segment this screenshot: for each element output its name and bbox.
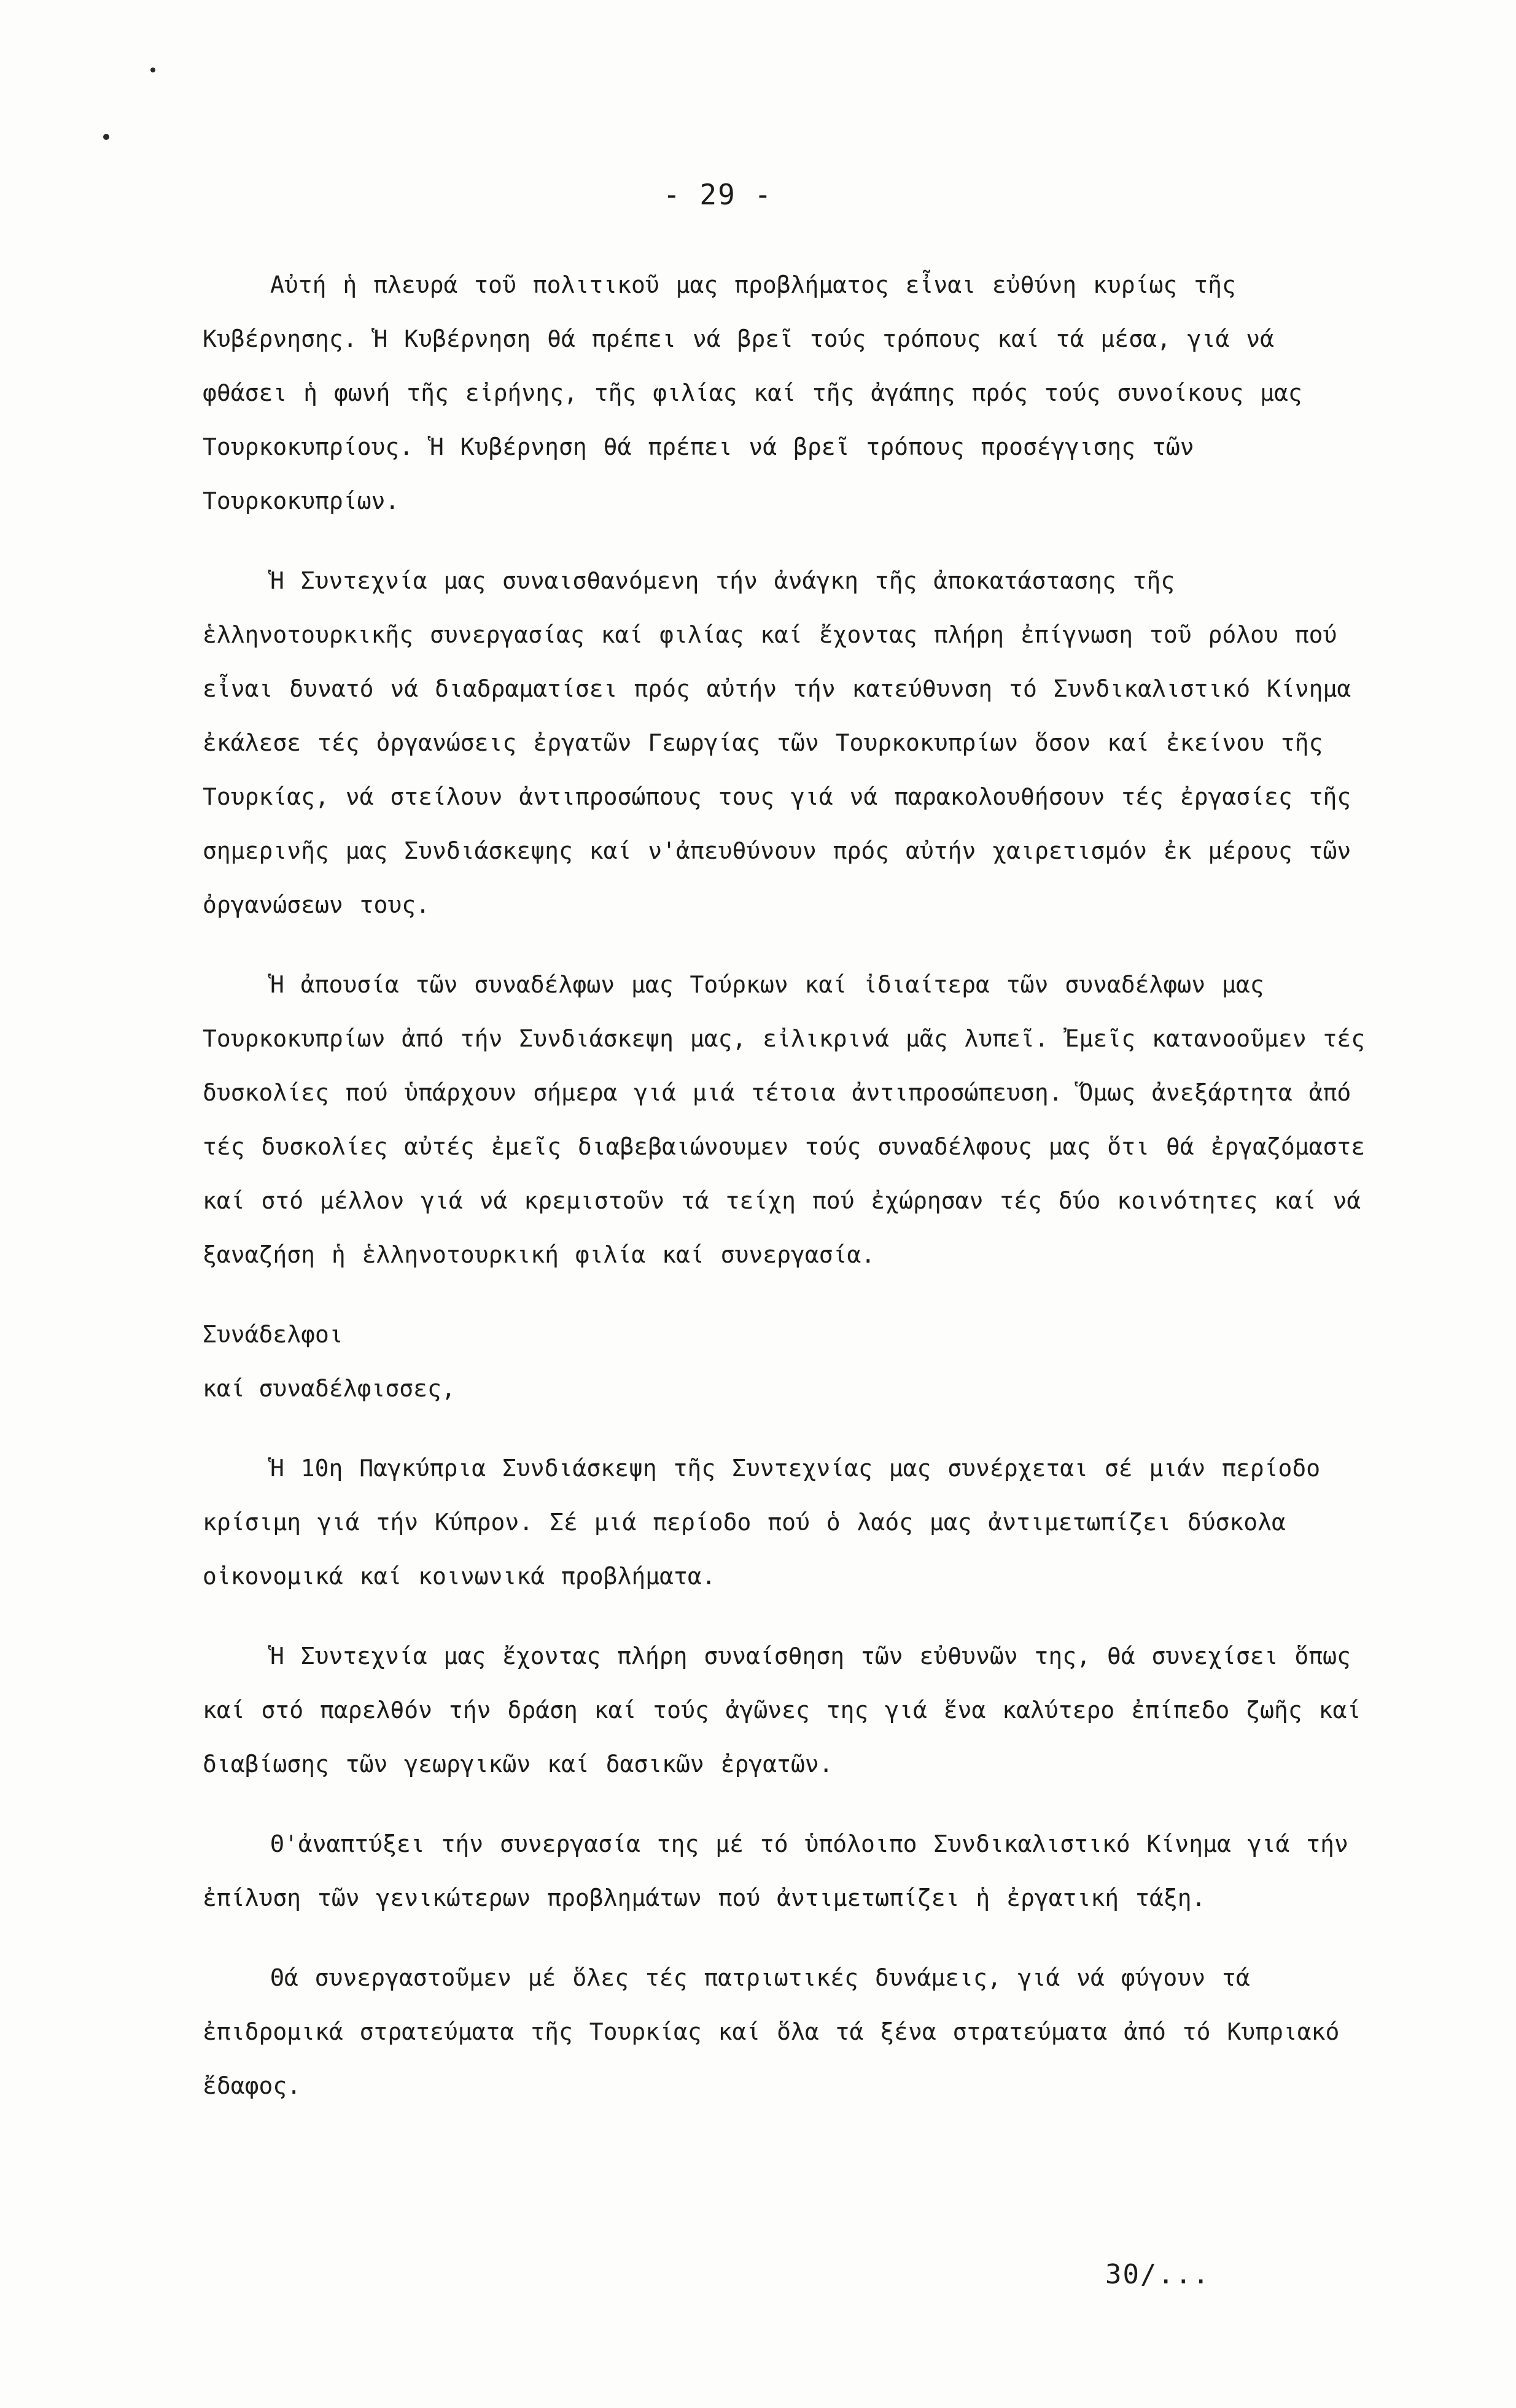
paragraph-invitation: Ἡ Συντεχνία μας συναισθανόμενη τήν ἀνάγκη τῆς ἀποκατάστασης τῆς ἑλληνοτουρκικῆς συνεργασίας καί φιλίας καί ἔχοντας πλήρη ἐπίγνωση τοῦ ρόλου πού εἶναι δυνατό νά διαδραματίσει πρός αὐτήν τήν κατεύθυνση τό Συνδικαλιστικό Κίνημα ἐκάλεσε τές ὀργανώσεις ἐργατῶν Γεωργίας τῶν Τουρκοκυπρίων ὅσον καί ἐκείνου τῆς Τουρκίας, νά στείλουν ἀντιπροσώπους τους γιά νά παρακολουθήσουν τές ἐργασίες τῆς σημερινῆς μας Συνδιάσκεψης καί ν'ἀπευθύνουν πρός αὐτήν χαιρετισμόν ἐκ μέρους τῶν ὀργανώσεων τους. <box>203 567 1351 918</box>
salutation-line-2: καί συναδέλφισσες, <box>203 1375 456 1402</box>
paragraph-union-action: Ἡ Συντεχνία μας ἔχοντας πλήρη συναίσθηση τῶν εὐθυνῶν της, θά συνεχίσει ὅπως καί στό παρελθόν τήν δράση καί τούς ἀγῶνες της γιά ἕνα καλύτερο ἐπίπεδο ζωῆς καί διαβίωσης τῶν γεωργικῶν καί δασικῶν ἐργατῶν. <box>203 1643 1361 1778</box>
continuation-marker: 30/... <box>1105 2259 1210 2290</box>
paragraph-absence: Ἡ ἀπουσία τῶν συναδέλφων μας Τούρκων καί ἰδιαίτερα τῶν συναδέλφων μας Τουρκοκυπρίων ἀπό τήν Συνδιάσκεψη μας, εἰλικρινά μᾶς λυπεῖ. Ἐμεῖς κατανοοῦμεν τές δυσκολίες πού ὑπάρχουν σήμερα γιά μιά τέτοια ἀντιπροσώπευση. Ὅμως ἀνεξάρτητα ἀπό τές δυσκολίες αὐτές ἐμεῖς διαβεβαιώνουμεν τούς συναδέλφους μας ὅτι θά ἐργαζόμαστε καί στό μέλλον γιά νά κρεμιστοῦν τά τείχη πού ἐχώρησαν τές δύο κοινότητες καί νά ξαναζήση ἡ ἑλληνοτουρκική φιλία καί συνεργασία. <box>203 971 1366 1268</box>
page-number: - 29 - <box>663 178 773 211</box>
paragraph-cooperation: Θ'ἀναπτύξει τήν συνεργασία της μέ τό ὑπόλοιπο Συνδικαλιστικό Κίνημα γιά τήν ἐπίλυση τῶν γενικώτερων προβλημάτων πού ἀντιμετωπίζει ἡ ἐργατική τάξη. <box>203 1830 1348 1911</box>
paragraph-government-responsibility: Αὐτή ἡ πλευρά τοῦ πολιτικοῦ μας προβλήματος εἶναι εὐθύνη κυρίως τῆς Κυβέρνησης. Ἡ Κυβέρνηση θά πρέπει νά βρεῖ τούς τρόπους καί τά μέσα, γιά νά φθάσει ἡ φωνή τῆς εἰρήνης, τῆς φιλίας καί τῆς ἀγάπης πρός τούς συνοίκους μας Τουρκοκυπρίους. Ἡ Κυβέρνηση θά πρέπει νά βρεῖ τρόπους προσέγγισης τῶν Τουρκοκυπρίων. <box>203 271 1302 514</box>
paragraph-patriotic-forces: Θά συνεργαστοῦμεν μέ ὅλες τές πατριωτικές δυνάμεις, γιά νά φύγουν τά ἐπιδρομικά στρατεύματα τῆς Τουρκίας καί ὅλα τά ξένα στρατεύματα ἀπό τό Κυπριακό ἔδαφος. <box>203 1964 1340 2099</box>
salutation <box>203 1307 1369 1415</box>
scan-speck <box>150 68 155 72</box>
salutation-line-1: Συνάδελφοι <box>203 1321 343 1348</box>
scan-speck <box>103 134 109 140</box>
letter-body <box>203 258 1369 2139</box>
paragraph-conference: Ἡ 10η Παγκύπρια Συνδιάσκεψη τῆς Συντεχνίας μας συνέρχεται σέ μιάν περίοδο κρίσιμη γιά τήν Κύπρον. Σέ μιά περίοδο πού ὁ λαός μας ἀντιμετωπίζει δύσκολα οἰκονομικά καί κοινωνικά προβλήματα. <box>203 1455 1321 1590</box>
